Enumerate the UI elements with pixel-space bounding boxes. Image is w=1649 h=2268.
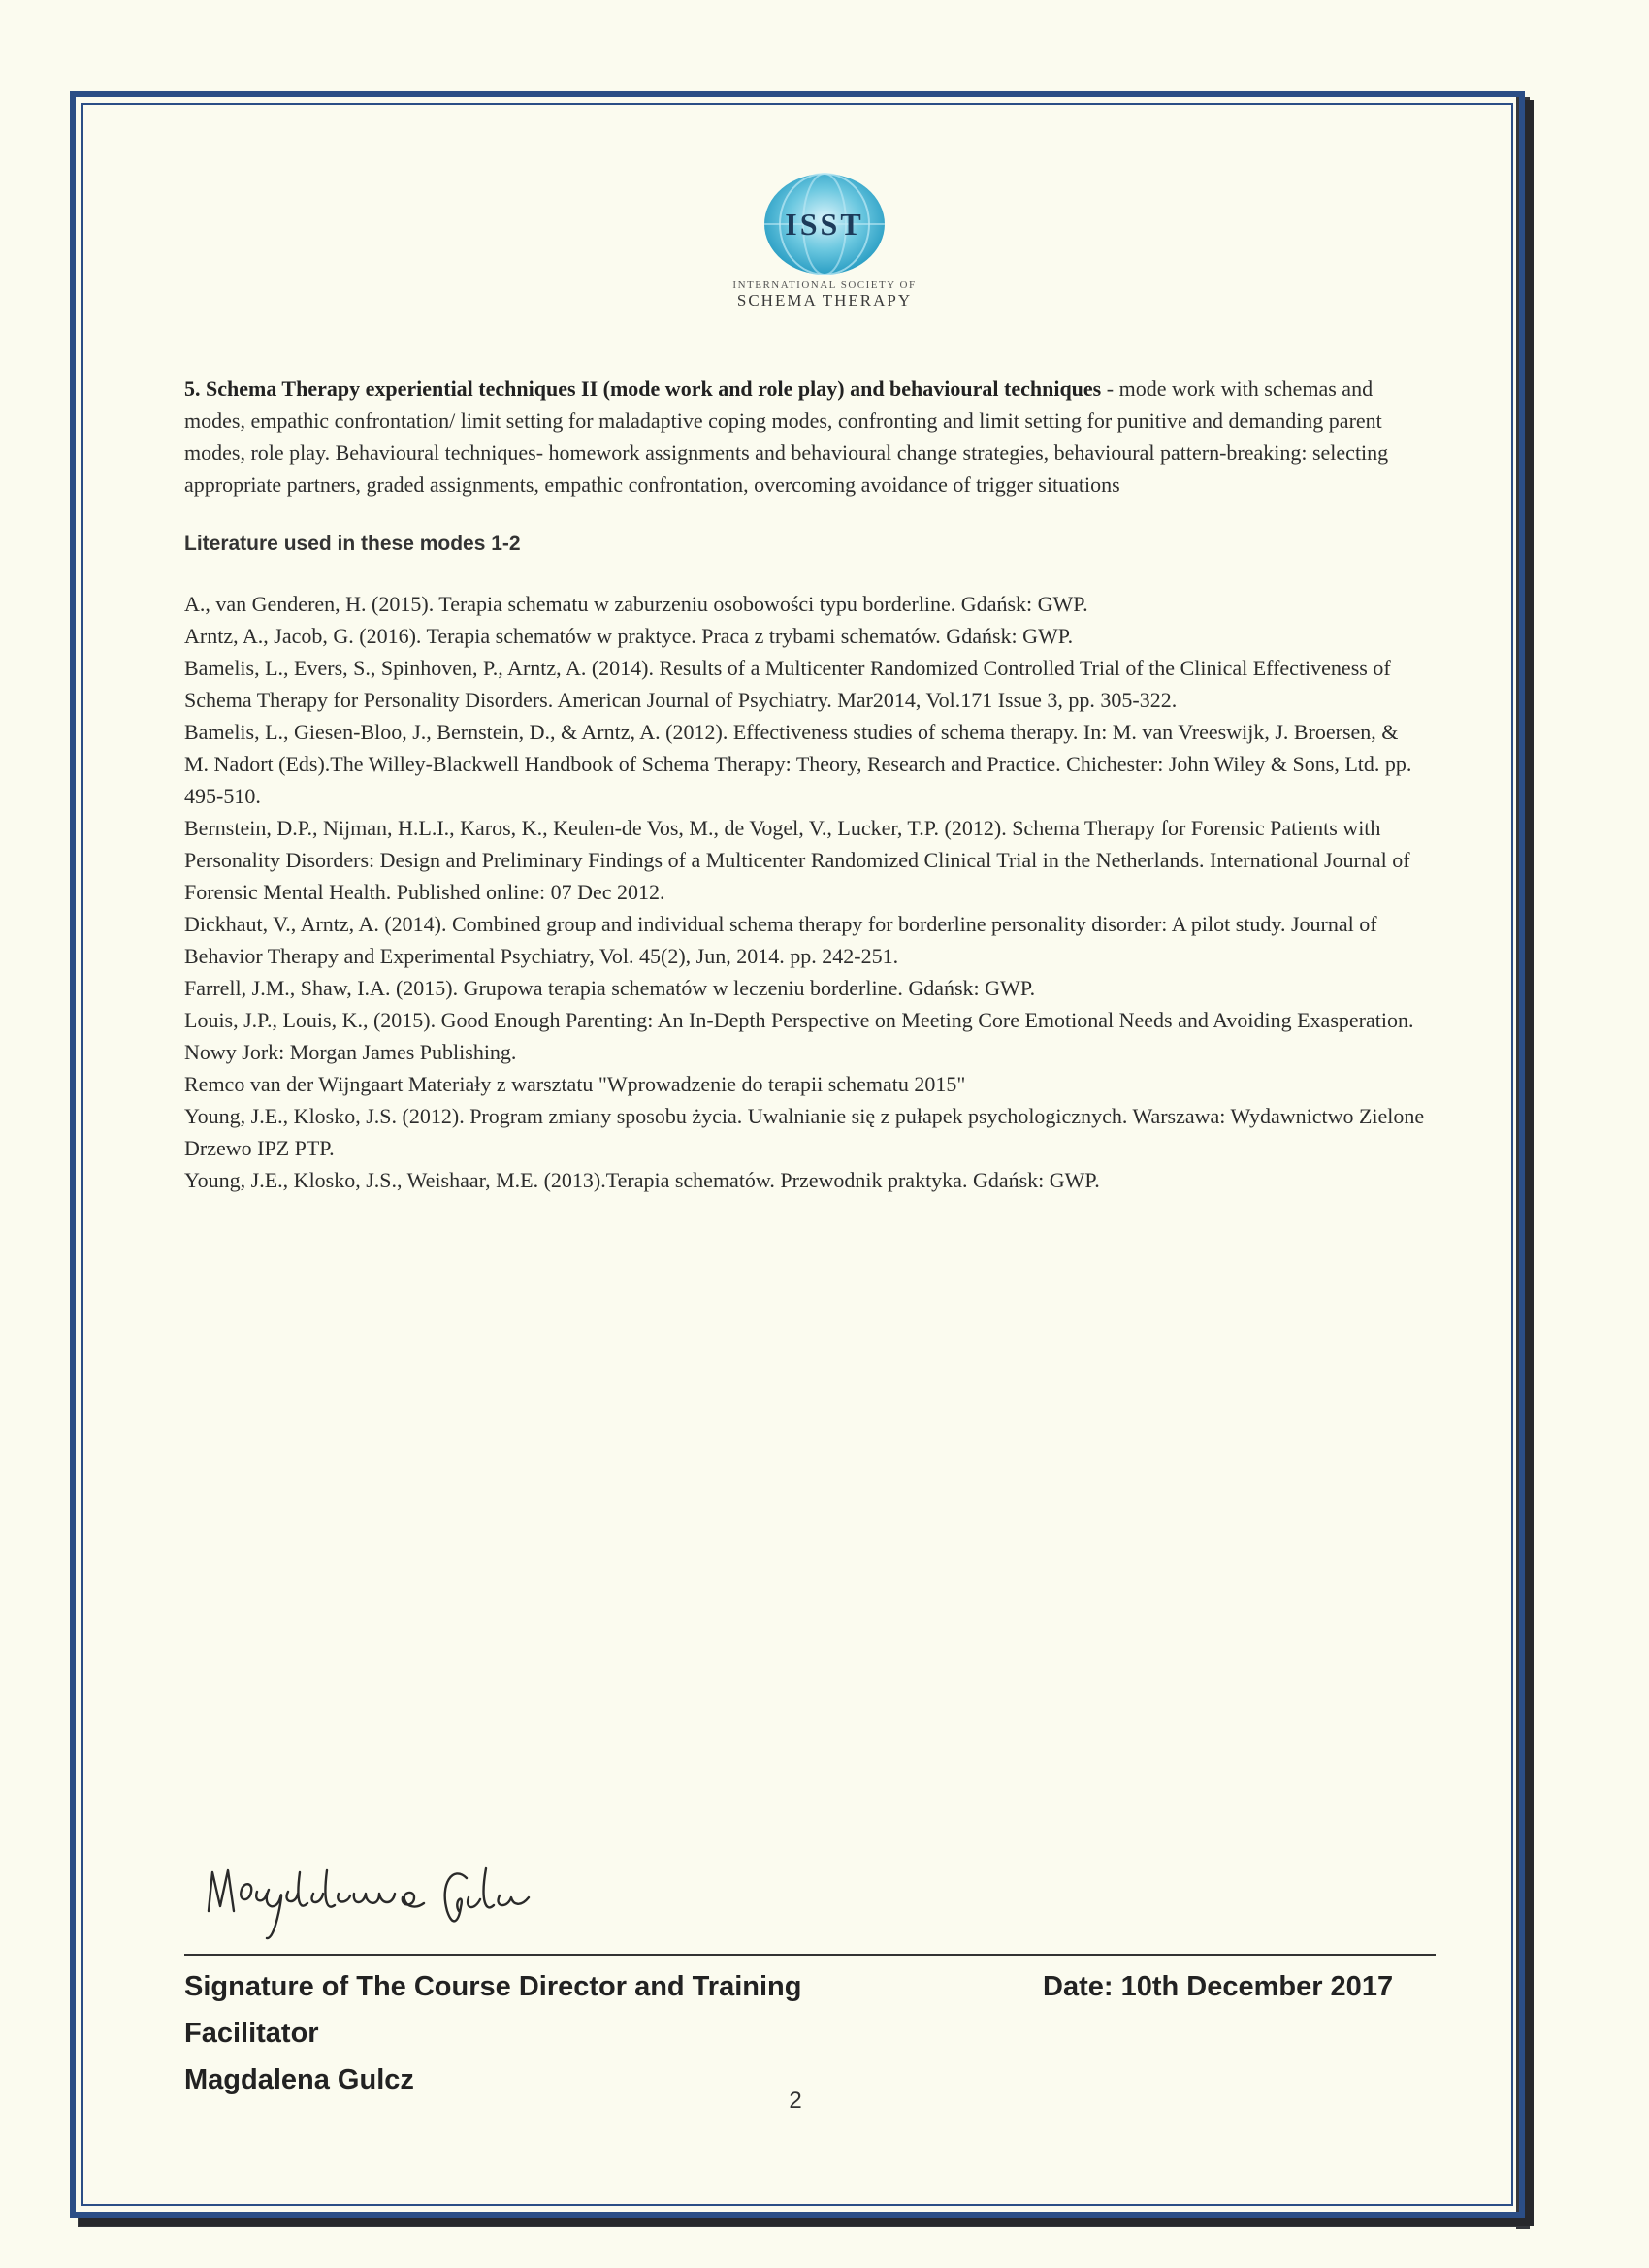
module-description: - mode work with schemas and modes, empathic confrontation/ limit setting for maladaptive coping modes, confronting and limit setting for punitive and demanding parent modes, role play. Behavioural techniques- homework assignments and behavioural change strategies, behavioural pattern-breaking: selecting appropriate partners, graded assignments, empathic confrontation, overcoming avoidance of trigger situations xyxy=(184,376,1389,497)
logo-subtitle-line1: INTERNATIONAL SOCIETY OF xyxy=(732,279,917,291)
reference-item: Arntz, A., Jacob, G. (2016). Terapia schematów w praktyce. Praca z trybami schematów. Gdańsk: GWP. xyxy=(184,624,1074,648)
logo-subtitle-line2: SCHEMA THERAPY xyxy=(736,291,913,309)
isst-logo xyxy=(669,171,980,310)
reference-item: Young, J.E., Klosko, J.S., Weishaar, M.E. (2013).Terapia schematów. Przewodnik praktyka. Gdańsk: GWP. xyxy=(184,1168,1100,1192)
page-number: 2 xyxy=(789,2088,802,2114)
signature-date: Date: 10th December 2017 xyxy=(1043,1971,1394,2002)
reference-item: Young, J.E., Klosko, J.S. (2012). Program zmiany sposobu życia. Uwalnianie się z pułapek psychologicznych. Warszawa: Wydawnictwo Zielone Drzewo IPZ PTP. xyxy=(184,1104,1425,1160)
signature-caption-title: Signature of The Course Director and Training Facilitator xyxy=(184,1971,802,2049)
isst-globe-icon xyxy=(757,171,892,277)
document-body xyxy=(184,373,1426,1196)
reference-item: A., van Genderen, H. (2015). Terapia schematu w zaburzeniu osobowości typu borderline. Gdańsk: GWP. xyxy=(184,592,1088,616)
handwritten-signature xyxy=(199,1814,645,1955)
reference-item: Louis, J.P., Louis, K., (2015). Good Enough Parenting: An In-Depth Perspective on Meeting Core Emotional Needs and Avoiding Exasperation. Nowy Jork: Morgan James Publishing. xyxy=(184,1008,1414,1064)
signature-scribble xyxy=(199,1814,645,1950)
reference-item: Farrell, J.M., Shaw, I.A. (2015). Grupowa terapia schematów w leczeniu borderline. Gdańsk: GWP. xyxy=(184,976,1036,1000)
reference-list xyxy=(184,588,1426,1196)
signature-caption-name: Magdalena Gulcz xyxy=(184,2064,414,2095)
logo-acronym: ISST xyxy=(785,207,864,242)
module-paragraph xyxy=(184,373,1426,501)
signature-caption xyxy=(184,1963,941,2103)
signature-line xyxy=(184,1954,1436,1956)
literature-heading: Literature used in these modes 1-2 xyxy=(184,533,521,555)
reference-item: Remco van der Wijngaart Materiały z warsztatu "Wprowadzenie do terapii schematu 2015" xyxy=(184,1072,966,1096)
reference-item: Bamelis, L., Giesen-Bloo, J., Bernstein, D., & Arntz, A. (2012). Effectiveness studies of schema therapy. In: M. van Vreeswijk, J. Broersen, & M. Nadort (Eds).The Willey-Blackwell Handbook of Schema Therapy: Theory, Research and Practice. Chichester: John Wiley & Sons, Ltd. pp. 495-510. xyxy=(184,720,1412,808)
reference-item: Bernstein, D.P., Nijman, H.L.I., Karos, K., Keulen-de Vos, M., de Vogel, V., Lucker, T.P. (2012). Schema Therapy for Forensic Patients with Personality Disorders: Design and Preliminary Findings of a Multicenter Randomized Clinical Trial in the Netherlands. International Journal of Forensic Mental Health. Published online: 07 Dec 2012. xyxy=(184,816,1410,904)
reference-item: Bamelis, L., Evers, S., Spinhoven, P., Arntz, A. (2014). Results of a Multicenter Randomized Controlled Trial of the Clinical Effectiveness of Schema Therapy for Personality Disorders. American Journal of Psychiatry. Mar2014, Vol.171 Issue 3, pp. 305-322. xyxy=(184,656,1391,712)
module-title: 5. Schema Therapy experiential techniques II (mode work and role play) and behavioural techniques xyxy=(184,376,1102,401)
reference-item: Dickhaut, V., Arntz, A. (2014). Combined group and individual schema therapy for borderline personality disorder: A pilot study. Journal of Behavior Therapy and Experimental Psychiatry, Vol. 45(2), Jun, 2014. pp. 242-251. xyxy=(184,912,1377,968)
